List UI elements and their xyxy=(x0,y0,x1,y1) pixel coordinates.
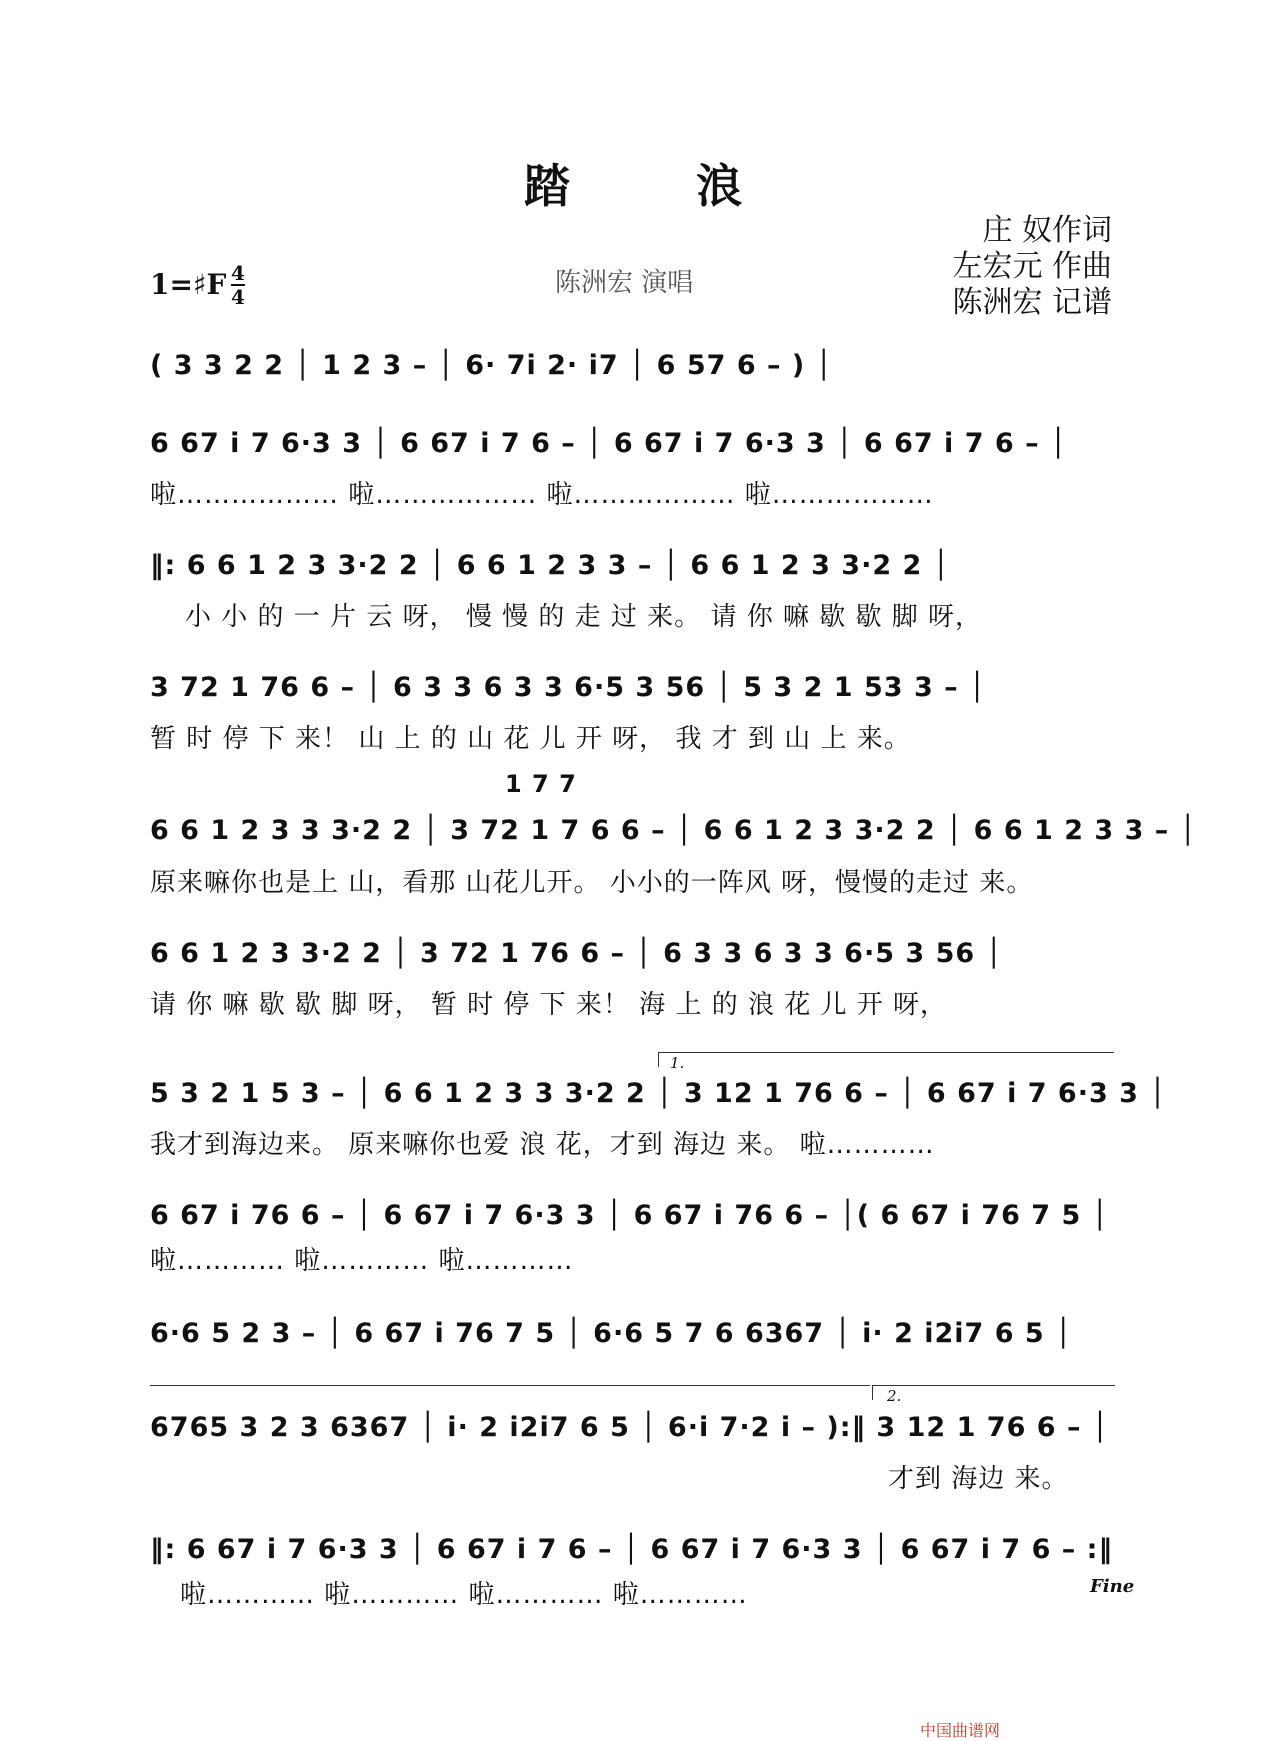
notation-row-4: 6 6 1 2 3 3 3·2 2 │ 3 72 1 7 6 6 – │ 6 6 1 2 3 3·2 2 │ 6 6 1 2 3 3 – │ xyxy=(150,815,1197,846)
time-signature-bottom: 4 xyxy=(231,285,245,309)
lyricist-credit: 庄 奴作词 xyxy=(982,213,1112,248)
key-signature: 1=♯F xyxy=(150,268,227,301)
notation-row-3: 3 72 1 76 6 – │ 6 3 3 6 3 3 6·5 3 56 │ 5 3 2 1 53 3 – │ xyxy=(150,672,987,703)
volta-1-bracket xyxy=(658,1052,1114,1067)
watermark: 中国曲谱网 xyxy=(920,1721,1001,1740)
notation-row-5: 6 6 1 2 3 3·2 2 │ 3 72 1 76 6 – │ 6 3 3 6 3 3 6·5 3 56 │ xyxy=(150,938,1003,969)
notation-row-2: ‖: 6 6 1 2 3 3·2 2 │ 6 6 1 2 3 3 – │ 6 6 1 2 3 3·2 2 │ xyxy=(150,550,950,581)
volta-2-label: 2. xyxy=(887,1387,902,1405)
volta-2-bracket xyxy=(872,1385,1115,1400)
lyrics-row-7: 啦………… 啦………… 啦………… xyxy=(150,1246,574,1276)
notation-row-1: 6 67 i 7 6·3 3 │ 6 67 i 7 6 – │ 6 67 i 7 6·3 3 │ 6 67 i 7 6 – │ xyxy=(150,428,1068,459)
lyrics-row-3: 暂 时 停 下 来！ 山 上 的 山 花 儿 开 呀， 我 才 到 山 上 来。 xyxy=(150,724,911,754)
upper-notes: 1 7 7 xyxy=(505,770,577,798)
notation-row-7: 6 67 i 76 6 – │ 6 67 i 7 6·3 3 │ 6 67 i 76 6 – │( 6 67 i 76 7 5 │ xyxy=(150,1200,1109,1231)
notation-row-intro: ( 3 3 2 2 │ 1 2 3 – │ 6· 7i 2· i7 │ 6 57 6 – ) │ xyxy=(150,350,833,381)
bracket-line xyxy=(150,1385,870,1386)
lyrics-row-1: 啦……………… 啦……………… 啦……………… 啦……………… xyxy=(150,480,934,510)
composer-credit: 左宏元 作曲 xyxy=(952,249,1112,284)
title-char-1: 踏 xyxy=(524,159,576,213)
transcriber-credit: 陈洲宏 记谱 xyxy=(952,285,1112,320)
lyrics-row-6: 我才到海边来。 原来嘛你也爱 浪 花，才到 海边 来。 啦………… xyxy=(150,1130,935,1160)
lyrics-row-5: 请 你 嘛 歇 歇 脚 呀， 暂 时 停 下 来！ 海 上 的 浪 花 儿 开 呀， xyxy=(150,990,948,1020)
volta-1-label: 1. xyxy=(670,1054,685,1072)
notation-row-10: ‖: 6 67 i 7 6·3 3 │ 6 67 i 7 6 – │ 6 67 i 7 6·3 3 │ 6 67 i 7 6 – :‖ xyxy=(150,1534,1113,1565)
title-char-2: 浪 xyxy=(696,159,748,213)
singer-credit: 陈洲宏 演唱 xyxy=(555,268,694,298)
notation-row-8: 6·6 5 2 3 – │ 6 67 i 76 7 5 │ 6·6 5 7 6 6367 │ i· 2 i2i7 6 5 │ xyxy=(150,1318,1073,1349)
fine-marking: Fine xyxy=(1090,1576,1135,1597)
lyrics-row-10: 啦………… 啦………… 啦………… 啦………… xyxy=(180,1580,748,1610)
notation-row-9: 6765 3 2 3 6367 │ i· 2 i2i7 6 5 │ 6·i 7·2 i – ):‖ 3 12 1 76 6 – │ xyxy=(150,1412,1110,1443)
notation-row-6: 5 3 2 1 5 3 – │ 6 6 1 2 3 3 3·2 2 │ 3 12 1 76 6 – │ 6 67 i 7 6·3 3 │ xyxy=(150,1078,1167,1109)
lyrics-row-2: 小 小 的 一 片 云 呀， 慢 慢 的 走 过 来。 请 你 嘛 歇 歇 脚 呀， xyxy=(185,602,983,632)
lyrics-row-4: 原来嘛你也是上 山，看那 山花儿开。 小小的一阵风 呀，慢慢的走过 来。 xyxy=(150,868,1034,898)
time-signature-top: 4 xyxy=(231,261,245,285)
time-signature xyxy=(231,262,245,308)
lyrics-row-9: 才到 海边 来。 xyxy=(888,1464,1069,1494)
